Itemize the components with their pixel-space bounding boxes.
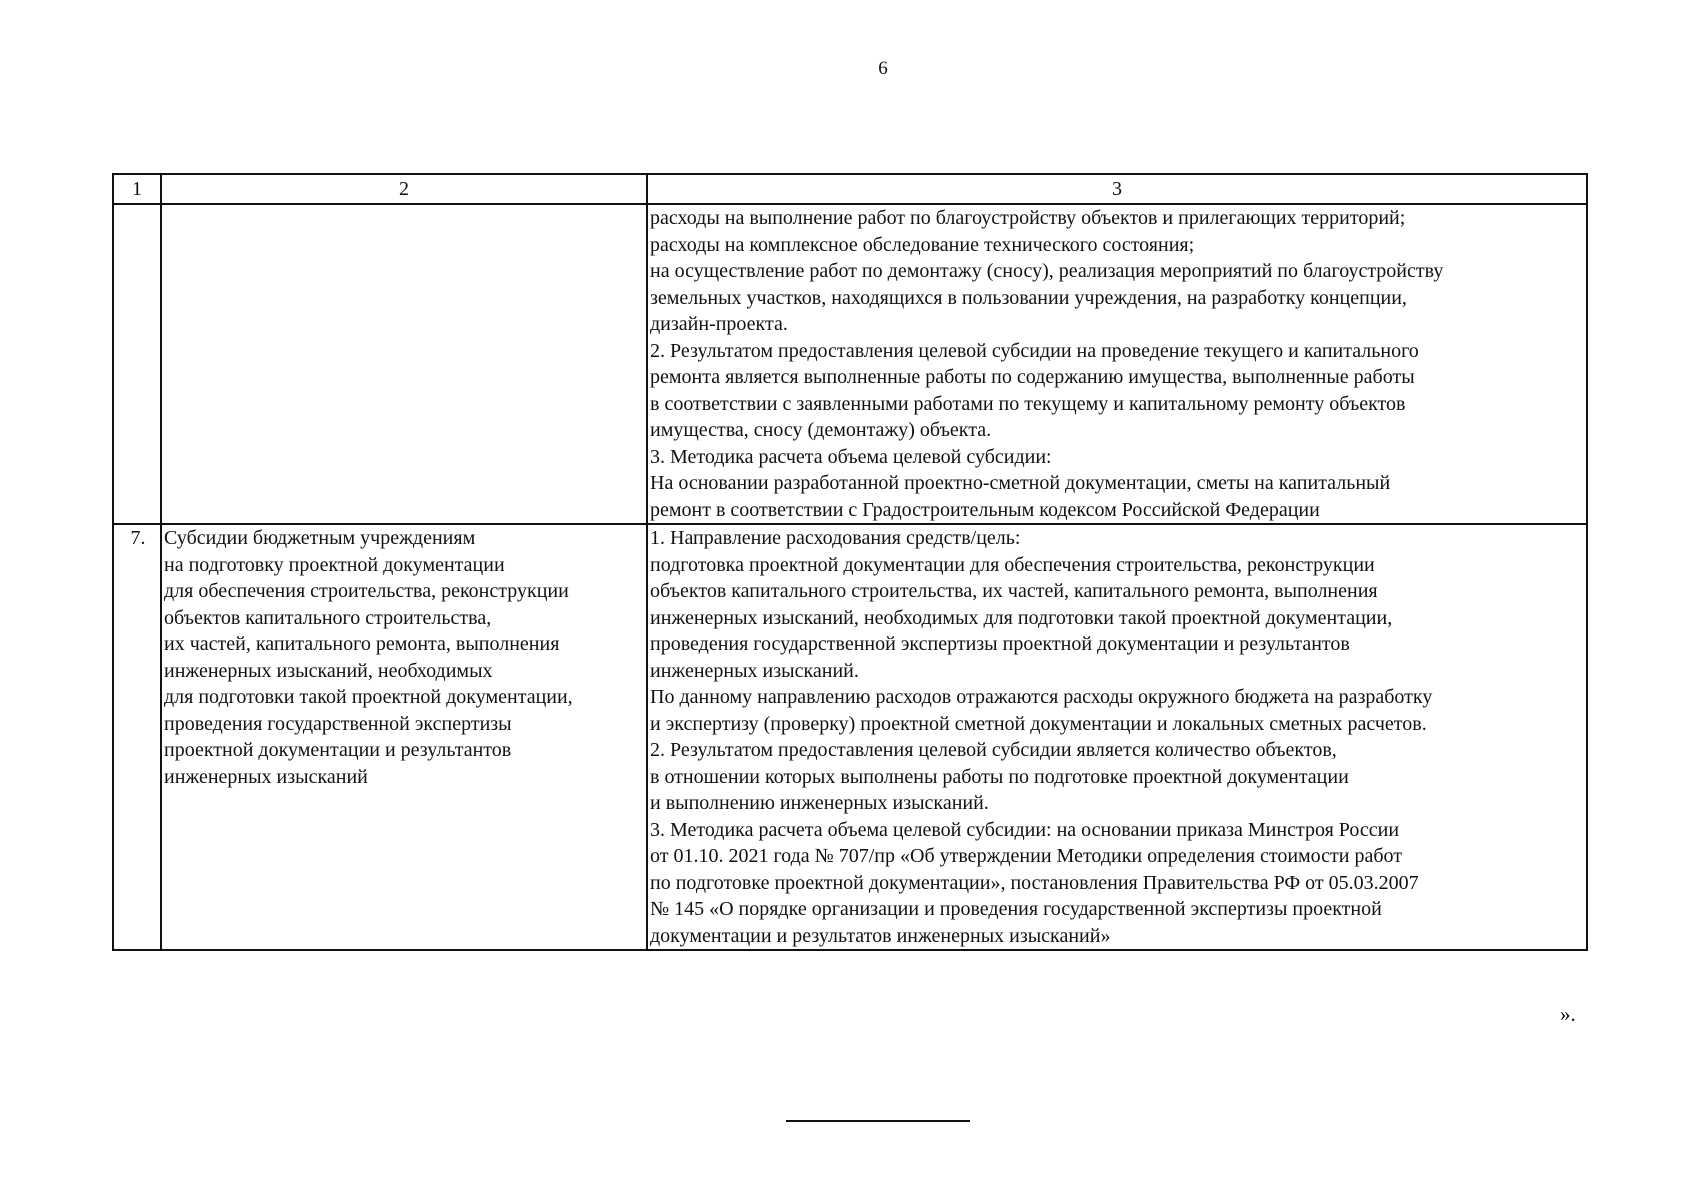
table-header-row: [113, 174, 1587, 204]
text-line: имущества, сносу (демонтажу) объекта.: [650, 419, 992, 441]
text-line: инженерных изысканий, необходимых: [164, 659, 493, 682]
text-line: расходы на выполнение работ по благоустройству объектов и прилегающих территорий;: [650, 207, 1406, 229]
text-line: подготовка проектной документации для обеспечения строительства, реконструкции: [650, 553, 1375, 576]
text-line: по подготовке проектной документации», постановления Правительства РФ от 05.03.2007: [650, 871, 1419, 894]
text-line: № 145 «О порядке организации и проведения государственной экспертизы проектной: [650, 898, 1382, 920]
row-number-cell: [113, 204, 161, 524]
text-line: и экспертизу (проверку) проектной сметной документации и локальных сметных расчетов.: [650, 712, 1427, 735]
row-number-cell: 7.: [113, 524, 161, 950]
text-line: проведения государственной экспертизы проектной документации и результантов: [650, 633, 1350, 655]
text-line: инженерных изысканий: [164, 765, 368, 788]
text-line: По данному направлению расходов отражаются расходы окружного бюджета на разработку: [650, 686, 1433, 708]
text-line: для подготовки такой проектной документации,: [164, 686, 573, 708]
header-cell-2: 2: [161, 174, 647, 204]
header-cell-3: 3: [647, 174, 1587, 204]
text-line: проведения государственной экспертизы: [164, 712, 512, 735]
text-line: 3. Методика расчета объема целевой субсидии:: [650, 445, 1052, 468]
text-line: 2. Результатом предоставления целевой субсидии является количество объектов,: [650, 739, 1337, 761]
text-line: объектов капитального строительства,: [164, 606, 492, 629]
footer-divider: [786, 1120, 970, 1122]
text-line: на осуществление работ по демонтажу (сносу), реализация мероприятий по благоустройству: [650, 260, 1444, 282]
text-line: проектной документации и результантов: [164, 739, 512, 761]
text-line: дизайн-проекта.: [650, 313, 788, 335]
closing-quote-mark: ».: [1560, 1002, 1576, 1026]
text-line: инженерных изысканий.: [650, 659, 859, 682]
text-line: Субсидии бюджетным учреждениям: [164, 527, 476, 549]
text-line: ремонта является выполненные работы по содержанию имущества, выполненные работы: [650, 366, 1415, 388]
subsidy-description-cell: [647, 524, 1587, 950]
text-line: для обеспечения строительства, реконструкции: [164, 580, 569, 602]
subsidy-description-cell: [647, 204, 1587, 524]
table-row: [113, 204, 1587, 524]
text-line: от 01.10. 2021 года № 707/пр «Об утверждении Методики определения стоимости работ: [650, 845, 1403, 867]
text-line: 1. Направление расходования средств/цель:: [650, 527, 1021, 549]
text-line: объектов капитального строительства, их частей, капитального ремонта, выполнения: [650, 580, 1378, 602]
text-line: на подготовку проектной документации: [164, 553, 505, 576]
document-table: [112, 173, 1588, 951]
text-line: и выполнению инженерных изысканий.: [650, 792, 989, 814]
text-line: в отношении которых выполнены работы по подготовке проектной документации: [650, 765, 1349, 788]
text-line: земельных участков, находящихся в пользовании учреждения, на разработку концепции,: [650, 286, 1407, 309]
text-line: ремонт в соответствии с Градостроительным кодексом Российской Федерации: [650, 498, 1320, 521]
subsidy-name-cell: [161, 204, 647, 524]
text-line: в соответствии с заявленными работами по текущему и капитальному ремонту объектов: [650, 392, 1406, 415]
text-line: На основании разработанной проектно-сметной документации, сметы на капитальный: [650, 472, 1391, 494]
text-line: расходы на комплексное обследование технического состояния;: [650, 233, 1195, 256]
page-number: 6: [878, 58, 888, 79]
text-line: инженерных изысканий, необходимых для подготовки такой проектной документации,: [650, 606, 1393, 629]
header-cell-1: 1: [113, 174, 161, 204]
text-line: 2. Результатом предоставления целевой субсидии на проведение текущего и капитального: [650, 339, 1419, 362]
text-line: 3. Методика расчета объема целевой субсидии: на основании приказа Минстроя России: [650, 818, 1400, 841]
table-row: [113, 524, 1587, 950]
text-line: документации и результатов инженерных изысканий»: [650, 924, 1111, 947]
subsidy-name-cell: [161, 524, 647, 950]
text-line: их частей, капитального ремонта, выполнения: [164, 633, 560, 655]
